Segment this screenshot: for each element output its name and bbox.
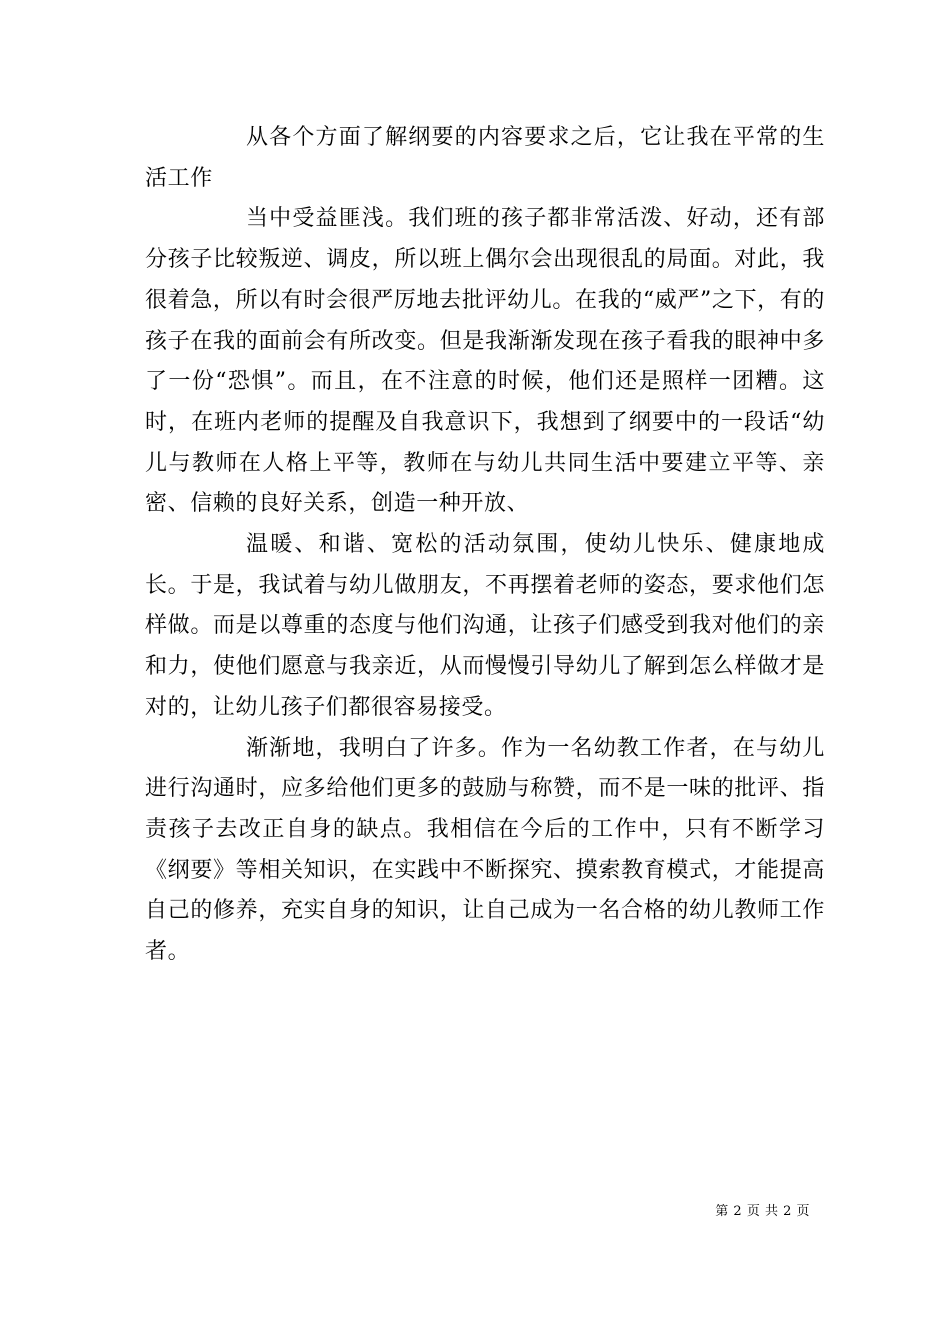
paragraph-1: 从各个方面了解纲要的内容要求之后，它让我在平常的生活工作 [145,125,825,191]
document-body [145,118,825,973]
paragraph-4: 渐渐地，我明白了许多。作为一名幼教工作者，在与幼儿进行沟通时，应多给他们更多的鼓励与称赞，而不是一味的批评、指责孩子去改正自身的缺点。我相信在今后的工作中，只有不断学习《纲要》等相关知识，在实践中不断探究、摸索教育模式，才能提高自己的修养，充实自身的知识，让自己成为一名合格的幼儿教师工作者。 [145,735,825,965]
paragraph-3: 温暖、和谐、宽松的活动氛围，使幼儿快乐、健康地成长。于是，我试着与幼儿做朋友，不再摆着老师的姿态，要求他们怎样做。而是以尊重的态度与他们沟通，让孩子们感受到我对他们的亲和力，使他们愿意与我亲近，从而慢慢引导幼儿了解到怎么样做才是对的，让幼儿孩子们都很容易接受。 [145,532,825,720]
paragraph-2: 当中受益匪浅。我们班的孩子都非常活泼、好动，还有部分孩子比较叛逆、调皮，所以班上偶尔会出现很乱的局面。对此，我很着急，所以有时会很严厉地去批评幼儿。在我的“威严”之下，有的孩子在我的面前会有所改变。但是我渐渐发现在孩子看我的眼神中多了一份“恐惧”。而且，在不注意的时候，他们还是照样一团糟。这时，在班内老师的提醒及自我意识下，我想到了纲要中的一段话“幼儿与教师在人格上平等，教师在与幼儿共同生活中要建立平等、亲密、信赖的良好关系，创造一种开放、 [145,206,825,517]
page-number-footer: 第 2 页 共 2 页 [715,1204,810,1219]
